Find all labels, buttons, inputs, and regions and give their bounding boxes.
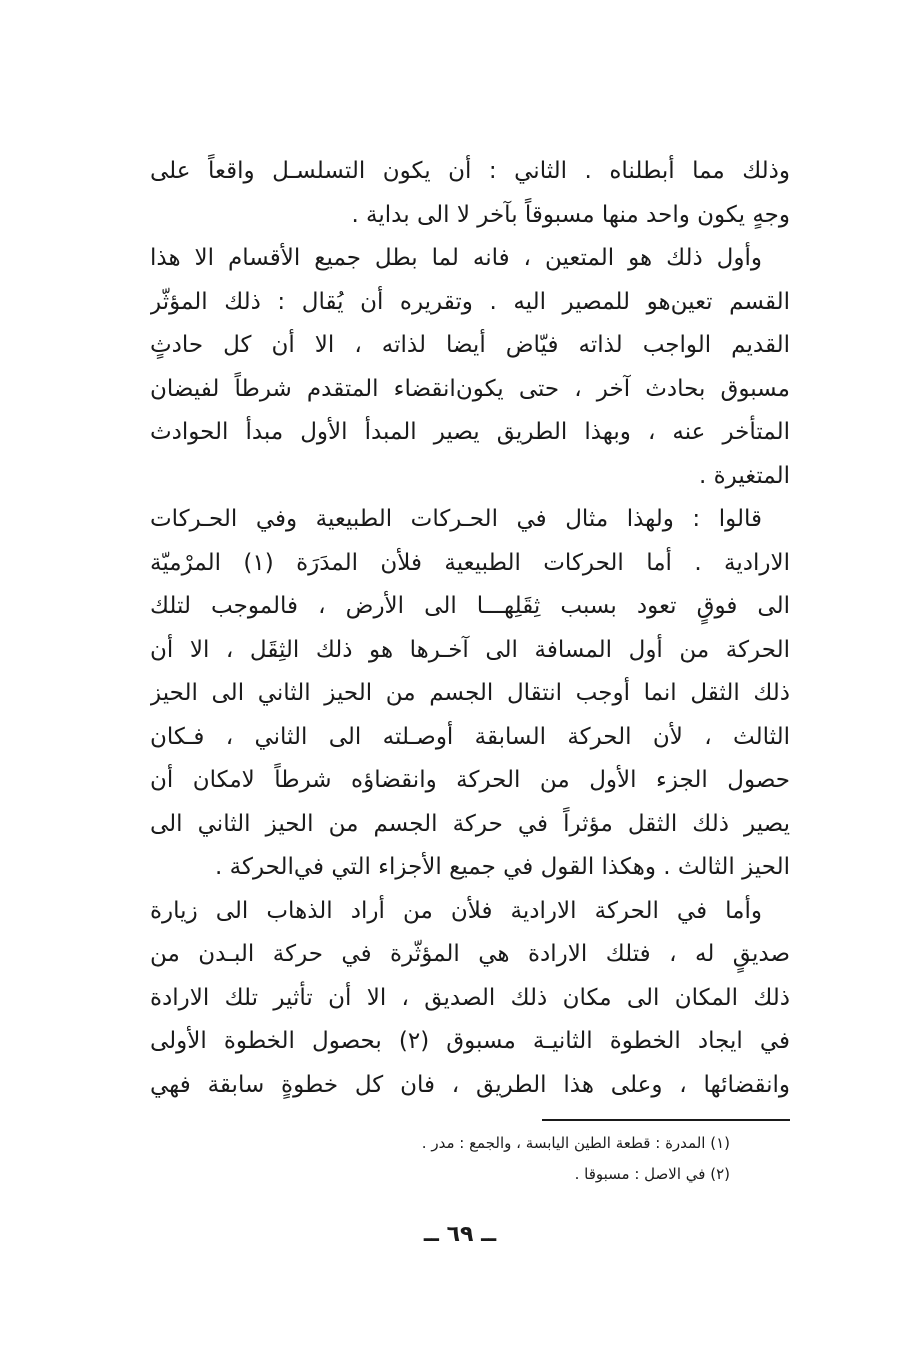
text-line: وجهٍ يكون واحد منها مسبوقاً بآخر لا الى بداية . [351, 201, 790, 228]
text-line: الثالث ، لأن الحركة السابقة أوصـلته الى الثاني ، فـكان [150, 723, 790, 750]
text-line: يصير ذلك الثقل مؤثراً في حركة الجسم من الحيز الثاني الى [150, 810, 790, 837]
text-line: وأول ذلك هو المتعين ، فانه لما بطل جميع الأقسام الا هذا [150, 245, 762, 271]
footnote-divider [542, 1119, 790, 1121]
page-number: ــ ٦٩ ــ [423, 1222, 497, 1247]
footnote-2: (٢) في الاصل : مسبوقا . [574, 1165, 730, 1183]
footnotes [250, 1128, 730, 1190]
text-line: المتغيرة . [698, 462, 790, 489]
text-line: قالوا : ولهذا مثال في الحـركات الطبيعية وفي الحـركات [150, 506, 762, 532]
text-line: القسم تعين‌هو للمصير اليه . وتقريره أن يُقال : ذلك المؤثّر [150, 288, 790, 315]
footnote-1: (١) المدرة : قطعة الطين اليابسة ، والجمع : مدر . [421, 1134, 730, 1152]
text-line: وذلك مما أبطلناه . الثاني : أن يكون التسلسـل واقعاً على [150, 158, 790, 184]
text-line: الحركة من أول المسافة الى آخـرها هو ذلك الثِقَل ، الا أن [150, 636, 790, 663]
text-line: صديقٍ له ، فتلك الارادة هي المؤثّرة في حركة البـدن من [150, 941, 790, 967]
text-line: ذلك المكان الى مكان ذلك الصديق ، الا أن تأثير تلك الارادة [150, 984, 790, 1011]
text-line: وانقضائها ، وعلى هذا الطريق ، فان كل خطوةٍ سابقة فهي [150, 1071, 790, 1098]
text-line: حصول الجزء الأول من الحركة وانقضاؤه شرطاً لامكان أن [150, 767, 790, 793]
text-line: المتأخر عنه ، وبهذا الطريق يصير المبدأ الأول مبدأ الحوادث [150, 419, 790, 445]
text-line: القديم الواجب لذاته فيّاض أيضا لذاته ، الا أن كل حادثٍ [150, 332, 790, 358]
text-line: في ايجاد الخطوة الثانيـة مسبوق (٢) بحصول الخطوة الأولى [150, 1028, 790, 1054]
text-line: الى فوقٍ تعود بسبب ثِقَلِهـــا الى الأرض ، فالموجب لتلك [150, 593, 790, 619]
text-line: وأما في الحركة الارادية فلأن من أراد الذهاب الى زيارة [150, 897, 762, 924]
text-line: الحيز الثالث . وهكذا القول في جميع الأجزاء التي في‌الحركة . [215, 854, 790, 880]
text-line: مسبوق بحادث آخر ، حتى يكون‌انقضاء المتقدم شرطاً لفيضان [150, 375, 790, 402]
text-line: ذلك الثقل انما أوجب انتقال الجسم من الحيز الثاني الى الحيز [150, 680, 790, 706]
main-text [150, 150, 790, 1107]
text-line: الارادية . أما الحركات الطبيعية فلأن المدَرَة (١) المرْميّة [150, 549, 790, 576]
